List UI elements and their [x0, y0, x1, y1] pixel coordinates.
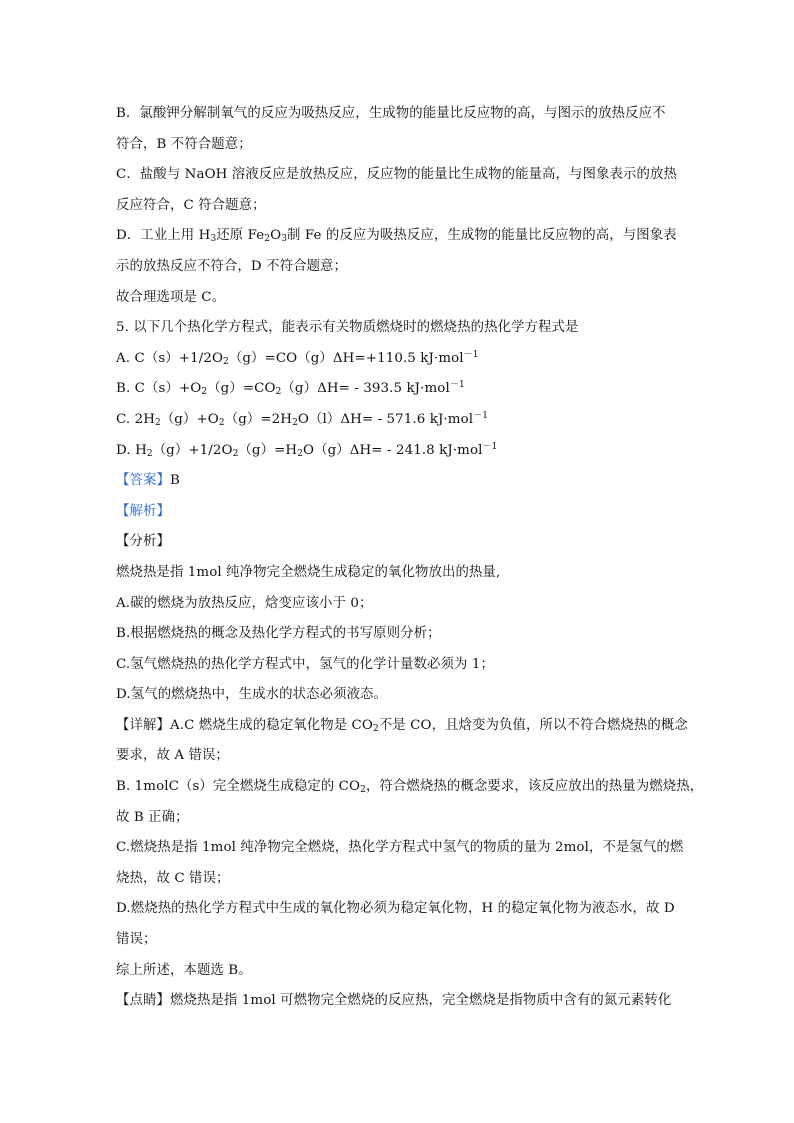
answer-value: B — [169, 473, 180, 489]
question-5-option-c: C. $2H_2(g)+O_2(g)=2H_2O(l)\Delta H= - 571.6$ kJ·mol$^{-1}$ — [116, 410, 489, 428]
question-5-option-b: B. $C(s)+O_2(g)=CO_2(g)\Delta H= - 393.5$ kJ·mol$^{-1}$ — [116, 380, 465, 398]
xiangjie-line-c1: C.燃烧热是指 1mol 纯净物完全燃烧，热化学方程式中氢气的物质的量为 2mol，不是氢气的燃 — [116, 840, 684, 856]
option-b-line-2: 符合，B 不符合题意； — [116, 136, 252, 152]
answer-tag: 【答案】 — [116, 473, 170, 489]
fenxi-definition: 燃烧热是指 1mol 纯净物完全燃烧生成稳定的氧化物放出的热量, — [116, 564, 501, 580]
fenxi-point-c: C.氢气燃烧热的热化学方程式中，氢气的化学计量数必须为 1； — [116, 656, 494, 672]
xiangjie-line-a1: 【详解】A.C 燃烧生成的稳定氧化物是 $CO_2$不是 CO，且焓变为负值，所以不符合燃烧热的概念 — [116, 717, 688, 734]
xiangjie-line-a2: 要求，故 A 错误； — [116, 748, 229, 764]
xiangjie-line-d1: D.燃烧热的热化学方程式中生成的氧化物必须为稳定氧化物，H 的稳定氧化物为液态水，故 D — [116, 901, 675, 917]
option-d-line-2: 示的放热反应不符合，D 不符合题意； — [116, 258, 348, 274]
document-page — [116, 99, 704, 1017]
dianjing-line: 【点睛】燃烧热是指 1mol 可燃物完全燃烧的反应热，完全燃烧是指物质中含有的氮元素转化 — [116, 993, 672, 1009]
fenxi-point-a: A.碳的燃烧为放热反应，焓变应该小于 0； — [116, 595, 373, 611]
analysis-heading: 【解析】 — [116, 503, 170, 519]
xiangjie-tag: 【详解】 — [116, 717, 170, 733]
xiangjie-summary: 综上所述，本题选 B。 — [116, 962, 252, 978]
xiangjie-line-d2: 错误； — [116, 932, 157, 948]
option-c-line-1: C．盐酸与 NaOH 溶液反应是放热反应，反应物的能量比生成物的能量高，与图象表示的放热 — [116, 167, 677, 183]
question-5-option-a: A. $C(s)+1/2O_2(g)=CO(g)\Delta H=+110.5$ kJ·mol$^{-1}$ — [116, 349, 479, 367]
fenxi-point-d: D.氢气的燃烧热中，生成水的状态必须液态。 — [116, 687, 388, 703]
question-5-stem: 5. 以下几个热化学方程式，能表示有关物质燃烧时的燃烧热的热化学方程式是 — [116, 320, 579, 336]
fenxi-point-b: B.根据燃烧热的概念及热化学方程式的书写原则分析； — [116, 626, 441, 642]
answer-line — [116, 466, 686, 497]
xiangjie-line-b1: B. 1molC（s）完全燃烧生成稳定的 $CO_2$，符合燃烧热的概念要求，该反应放出的热量为燃烧热， — [116, 779, 704, 796]
conclusion-line: 故合理选项是 C。 — [116, 289, 226, 305]
fenxi-heading: 【分析】 — [116, 534, 170, 550]
option-c-line-2: 反应符合，C 符合题意； — [116, 197, 266, 213]
dianjing-tag: 【点睛】 — [116, 993, 170, 1009]
option-d-line-1: D．工业上用 $H_3$还原 $Fe_2O_3$制 Fe 的反应为吸热反应，生成物的能量比反应物的高，与图象表 — [116, 228, 677, 245]
xiangjie-line-c2: 烧热，故 C 错误； — [116, 870, 230, 886]
xiangjie-line-b2: 故 B 正确； — [116, 809, 189, 825]
option-b-line-1: B．氯酸钾分解制氧气的反应为吸热反应，生成物的能量比反应物的高，与图示的放热反应不 — [116, 106, 666, 121]
question-5-option-d: D. $H_2(g)+1/2O_2(g)=H_2O(g)\Delta H= - 241.8$ kJ·mol$^{-1}$ — [116, 441, 498, 459]
